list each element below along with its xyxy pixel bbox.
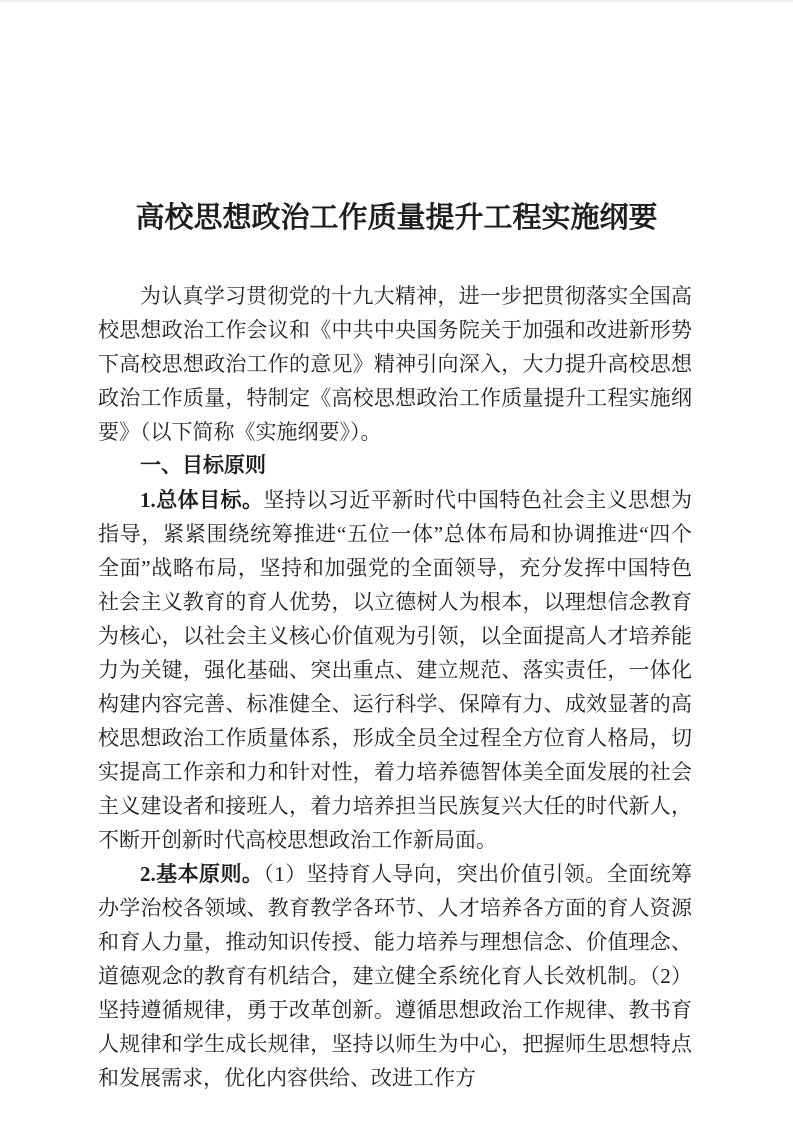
document-title: 高校思想政治工作质量提升工程实施纲要 xyxy=(135,202,658,234)
document-body xyxy=(98,279,692,1095)
basic-principles-text: （1）坚持育人导向，突出价值引领。全面统筹办学治校各领域、教育教学各环节、人才培养各方面的育人资源和育人力量，推动知识传授、能力培养与理想信念、价值理念、道德观念的教育有机结合，建立健全系统化育人长效机制。（2）坚持遵循规律，勇于改革创新。遵循思想政治工作规律、教书育人规律和学生成长规律，坚持以师生为中心，把握师生思想特点和发展需求，优化内容供给、改进工作方 xyxy=(98,862,693,1090)
section-heading: 一、目标原则 xyxy=(140,454,266,477)
overall-goal-text: 坚持以习近平新时代中国特色社会主义思想为指导，紧紧围绕统筹推进“五位一体”总体布局和协调推进“四个全面”战略布局，坚持和加强党的全面领导，充分发挥中国特色社会主义教育的育人优势，以立德树人为根本，以理想信念教育为核心，以社会主义核心价值观为引领，以全面提高人才培养能力为关键，强化基础、突出重点、建立规范、落实责任，一体化构建内容完善、标准健全、运行科学、保障有力、成效显著的高校思想政治工作质量体系，形成全员全过程全方位育人格局，切实提高工作亲和力和针对性，着力培养德智体美全面发展的社会主义建设者和接班人，着力培养担当民族复兴大任的时代新人，不断开创新时代高校思想政治工作新局面。 xyxy=(98,488,693,852)
paragraph-basic-principles xyxy=(98,857,692,1095)
overall-goal-lead: 1.总体目标。 xyxy=(140,488,264,512)
intro-paragraph: 为认真学习贯彻党的十九大精神，进一步把贯彻落实全国高校思想政治工作会议和《中共中央国务院关于加强和改进新形势下高校思想政治工作的意见》精神引向深入，大力提升高校思想政治工作质量，特制定《高校思想政治工作质量提升工程实施纲要》（以下简称《实施纲要》）。 xyxy=(98,284,692,444)
paragraph-overall-goal xyxy=(98,483,692,857)
basic-principles-lead: 2.基本原则。 xyxy=(140,862,264,886)
